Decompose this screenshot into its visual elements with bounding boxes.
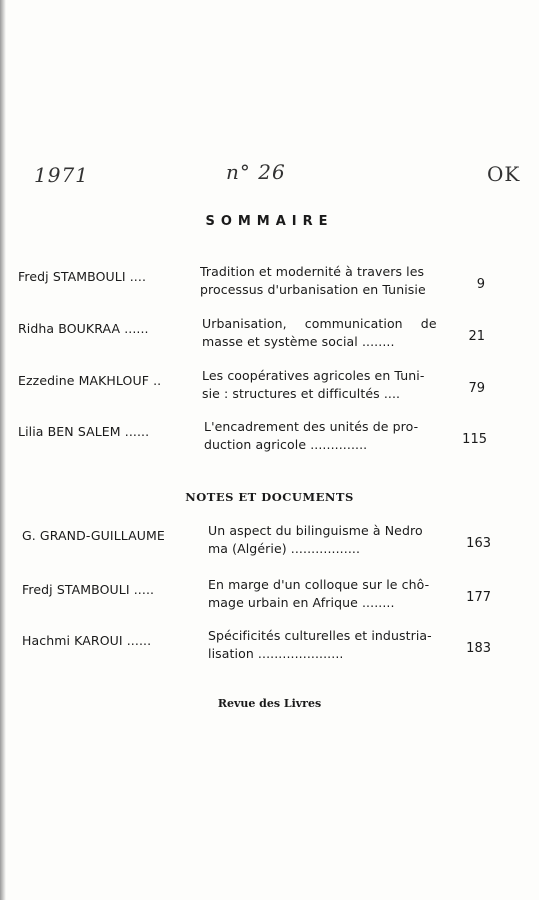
entry-title-line: processus d'urbanisation en Tunisie (200, 282, 426, 297)
entry-author: G. GRAND-GUILLAUME (22, 528, 165, 543)
entry-title (208, 627, 460, 663)
entry-page-number: 21 (468, 329, 485, 344)
entry-title (208, 576, 460, 612)
entry-title (202, 315, 454, 351)
entry-title-line: Urbanisation, communication de (202, 316, 437, 331)
entry-title (204, 418, 456, 454)
toc-entry (0, 367, 539, 407)
entry-title-line: En marge d'un colloque sur le chô- (208, 577, 430, 592)
entry-author: Lilia BEN SALEM ...... (18, 424, 150, 439)
entry-page-number: 163 (466, 536, 491, 551)
entry-author: Ezzedine MAKHLOUF .. (18, 373, 162, 388)
toc-entry (0, 627, 539, 667)
entry-title (202, 367, 454, 403)
section-title-notes: NOTES ET DOCUMENTS (185, 490, 354, 504)
entry-title (200, 263, 452, 299)
entry-title-line: masse et système social ........ (202, 334, 395, 349)
handwritten-issue-number: n° 26 (226, 160, 286, 184)
toc-entry (0, 315, 539, 355)
entry-author: Fredj STAMBOULI ..... (22, 582, 155, 597)
entry-page-number: 177 (466, 590, 491, 605)
section-title-book-reviews: Revue des Livres (217, 697, 322, 710)
entry-title-line: lisation ..................... (208, 646, 344, 661)
entry-title (208, 522, 460, 558)
entry-page-number: 115 (462, 432, 487, 447)
entry-page-number: 9 (476, 277, 485, 292)
entry-page-number: 79 (468, 381, 485, 396)
entry-title-line: mage urbain en Afrique ........ (208, 595, 395, 610)
entry-author: Fredj STAMBOULI .... (18, 269, 147, 284)
entry-title-line: L'encadrement des unités de pro- (204, 419, 419, 434)
toc-entry (0, 522, 539, 562)
entry-page-number: 183 (466, 641, 491, 656)
entry-title-line: ma (Algérie) ................. (208, 541, 361, 556)
entry-title-line: Un aspect du bilinguisme à Nedro (208, 523, 423, 538)
entry-author: Ridha BOUKRAA ...... (18, 321, 149, 336)
toc-entry (0, 576, 539, 616)
handwritten-ok-mark: OK (487, 162, 521, 186)
entry-title-line: Les coopératives agricoles en Tuni- (202, 368, 425, 383)
toc-entry (0, 418, 539, 458)
entry-title-line: sie : structures et difficultés .... (202, 386, 401, 401)
entry-title-line: duction agricole .............. (204, 437, 368, 452)
entry-author: Hachmi KAROUI ...... (22, 633, 152, 648)
entry-title-line: Spécificités culturelles et industria- (208, 628, 432, 643)
entry-title-line: Tradition et modernité à travers les (200, 264, 425, 279)
toc-entry (0, 263, 539, 303)
page-title: SOMMAIRE (205, 214, 334, 229)
handwritten-year: 1971 (34, 163, 89, 187)
